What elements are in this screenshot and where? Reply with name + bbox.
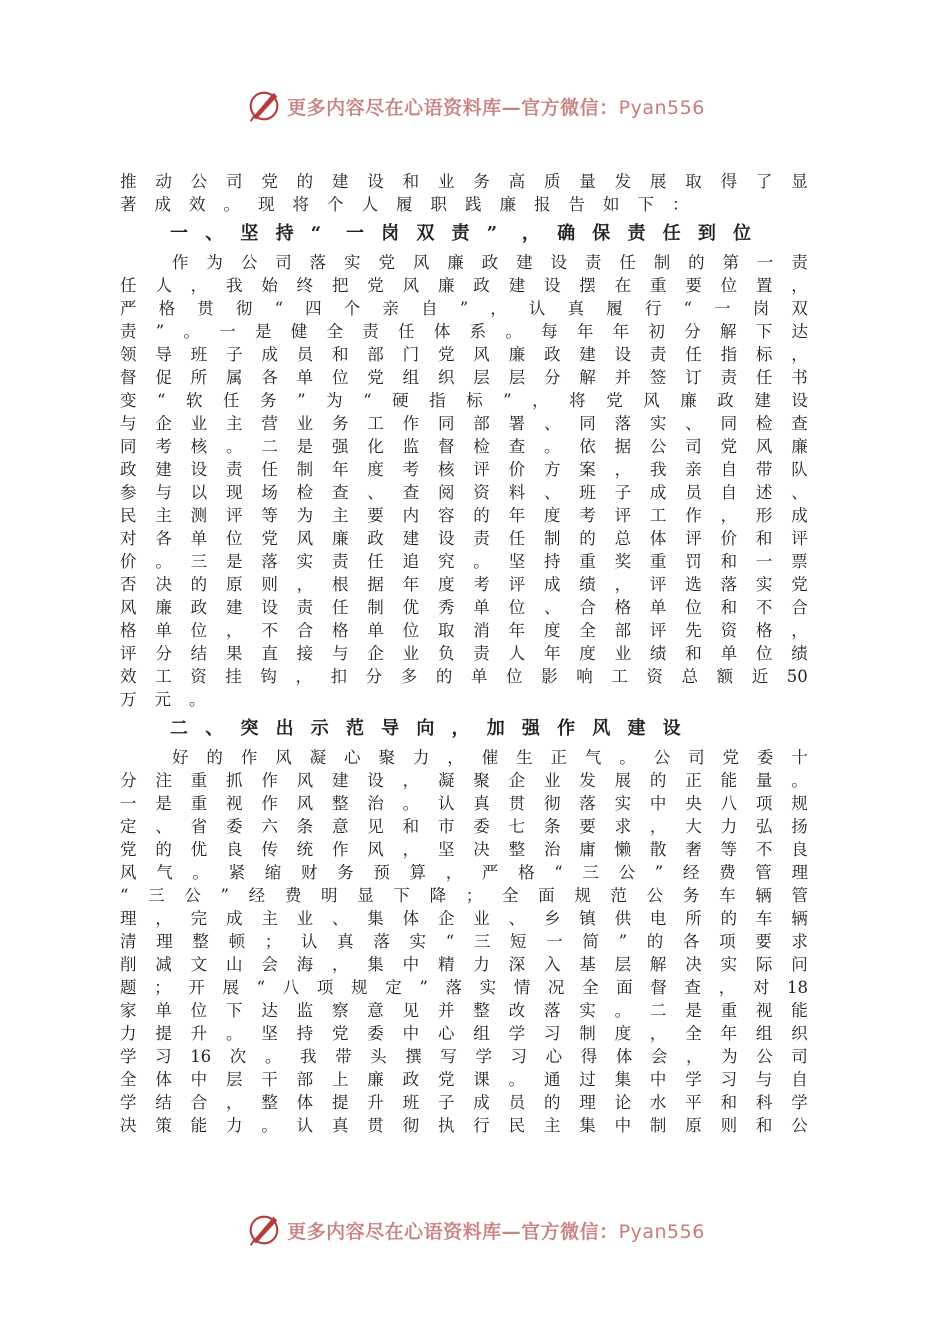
paragraph-line: 严 格 贯 彻 “ 四 个 亲 自 ” ， 认 真 履 行 “ 一 岗 双 [120, 299, 808, 318]
paragraph-line: 与 企 业 主 营 业 务 工 作 同 部 署 、 同 落 实 、 同 检 查 [120, 414, 808, 433]
paragraph-line: 督 促 所 属 各 单 位 党 组 织 层 层 分 解 并 签 订 责 任 书 [120, 368, 808, 387]
paragraph-line: 家 单 位 下 达 监 察 意 见 并 整 改 落 实 。 二 是 重 视 能 [120, 1001, 808, 1020]
paragraph-line: 学 习 16 次 。 我 带 头 撰 写 学 习 心 得 体 会 ， 为 公 司 [120, 1047, 808, 1066]
paragraph-line: 力 提 升 。 坚 持 党 委 中 心 组 学 习 制 度 ， 全 年 组 织 [120, 1024, 808, 1043]
wechat-id: Pyan556 [618, 1220, 705, 1243]
header-banner [0, 86, 950, 126]
paragraph-line: 民 主 测 评 等 为 主 要 内 容 的 年 度 考 评 工 作 ， 形 成 [120, 506, 808, 525]
paragraph-line: 评 分 结 果 直 接 与 企 业 负 责 人 年 度 业 绩 和 单 位 绩 [120, 644, 808, 663]
paragraph-line: 理 ， 完 成 主 业 、 集 体 企 业 、 乡 镇 供 电 所 的 车 辆 [120, 909, 808, 928]
paragraph-line: 全 体 中 层 干 部 上 廉 政 党 课 。 通 过 集 中 学 习 与 自 [120, 1070, 808, 1089]
paragraph-line: 变 “ 软 任 务 ” 为 “ 硬 指 标 ” ， 将 党 风 廉 政 建 设 [120, 391, 808, 410]
paragraph-line: 风 廉 政 建 设 责 任 制 优 秀 单 位 、 合 格 单 位 和 不 合 [120, 598, 808, 617]
paragraph-line: 责 ” 。 一 是 健 全 责 任 体 系 。 每 年 年 初 分 解 下 达 [120, 322, 808, 341]
paragraph-line: 风 气 。 紧 缩 财 务 预 算 ， 严 格 “ 三 公 ” 经 费 管 理 [120, 863, 808, 882]
paragraph-line: 学 结 合 ， 整 体 提 升 班 子 成 员 的 理 论 水 平 和 科 学 [120, 1093, 808, 1112]
paragraph-line: 否 决 的 原 则 ， 根 据 年 度 考 评 成 绩 ， 评 选 落 实 党 [120, 575, 808, 594]
paragraph-line: 对 各 单 位 党 风 廉 政 建 设 责 任 制 的 总 体 评 价 和 评 [120, 529, 808, 548]
paragraph-line: 著 成 效 。 现 将 个 人 履 职 践 廉 报 告 如 下 ： [120, 195, 689, 214]
paragraph-line: 定 、 省 委 六 条 意 见 和 市 委 七 条 要 求 ， 大 力 弘 扬 [120, 817, 808, 836]
paragraph-line: 推 动 公 司 党 的 建 设 和 业 务 高 质 量 发 展 取 得 了 显 [120, 172, 808, 191]
paragraph-line: 一 是 重 视 作 风 整 治 。 认 真 贯 彻 落 实 中 央 八 项 规 [120, 794, 808, 813]
paragraph-line: 同 考 核 。 二 是 强 化 监 督 检 查 。 依 据 公 司 党 风 廉 [120, 437, 808, 456]
paragraph-line: 参 与 以 现 场 检 查 、 查 阅 资 料 、 班 子 成 员 自 述 、 [120, 483, 808, 502]
banner-text: 更多内容尽在心语资料库—官方微信：Pyan556 [287, 96, 705, 119]
paragraph-line: 好 的 作 风 凝 心 聚 力 ， 催 生 正 气 。 公 司 党 委 十 [172, 748, 808, 767]
quill-logo-icon [245, 87, 283, 125]
paragraph-line: 万 元 。 [120, 690, 206, 709]
paragraph-line: 领 导 班 子 成 员 和 部 门 党 风 廉 政 建 设 责 任 指 标 ， [120, 345, 808, 364]
wechat-id: Pyan556 [618, 96, 705, 119]
paragraph-line: 政 建 设 责 任 制 年 度 考 核 评 价 方 案 ， 我 亲 自 带 队 [120, 460, 808, 479]
paragraph-line: 效 工 资 挂 钩 ， 扣 分 多 的 单 位 影 响 工 资 总 额 近 50 [120, 667, 808, 686]
paragraph-line: “ 三 公 ” 经 费 明 显 下 降 ； 全 面 规 范 公 务 车 辆 管 [120, 886, 808, 905]
paragraph-line: 削 减 文 山 会 海 ， 集 中 精 力 深 入 基 层 解 决 实 际 问 [120, 955, 808, 974]
paragraph-line: 格 单 位 ， 不 合 格 单 位 取 消 年 度 全 部 评 先 资 格 ， [120, 621, 808, 640]
section-heading: 二 、 突 出 示 范 导 向 ， 加 强 作 风 建 设 [170, 718, 681, 739]
quill-logo-icon [245, 1211, 283, 1249]
document-body [120, 170, 808, 1137]
footer-banner [0, 1210, 950, 1250]
paragraph-line: 任 人 ， 我 始 终 把 党 风 廉 政 建 设 摆 在 重 要 位 置 ， [120, 276, 808, 295]
paragraph-line: 决 策 能 力 。 认 真 贯 彻 执 行 民 主 集 中 制 原 则 和 公 [120, 1116, 808, 1135]
paragraph-line: 党 的 优 良 传 统 作 风 ， 坚 决 整 治 庸 懒 散 奢 等 不 良 [120, 840, 808, 859]
paragraph-line: 作 为 公 司 落 实 党 风 廉 政 建 设 责 任 制 的 第 一 责 [172, 253, 808, 272]
section-heading: 一 、 坚 持 “ 一 岗 双 责 ” ， 确 保 责 任 到 位 [170, 223, 751, 244]
paragraph-line: 分 注 重 抓 作 风 建 设 ， 凝 聚 企 业 发 展 的 正 能 量 。 [120, 771, 808, 790]
paragraph-line: 清 理 整 顿 ； 认 真 落 实 “ 三 短 一 简 ” 的 各 项 要 求 [120, 932, 808, 951]
paragraph-line: 题 ； 开 展 “ 八 项 规 定 ” 落 实 情 况 全 面 督 查 ， 对 18 [120, 978, 808, 997]
banner-text: 更多内容尽在心语资料库—官方微信：Pyan556 [287, 1220, 705, 1243]
paragraph-line: 价 。 三 是 落 实 责 任 追 究 。 坚 持 重 奖 重 罚 和 一 票 [120, 552, 808, 571]
